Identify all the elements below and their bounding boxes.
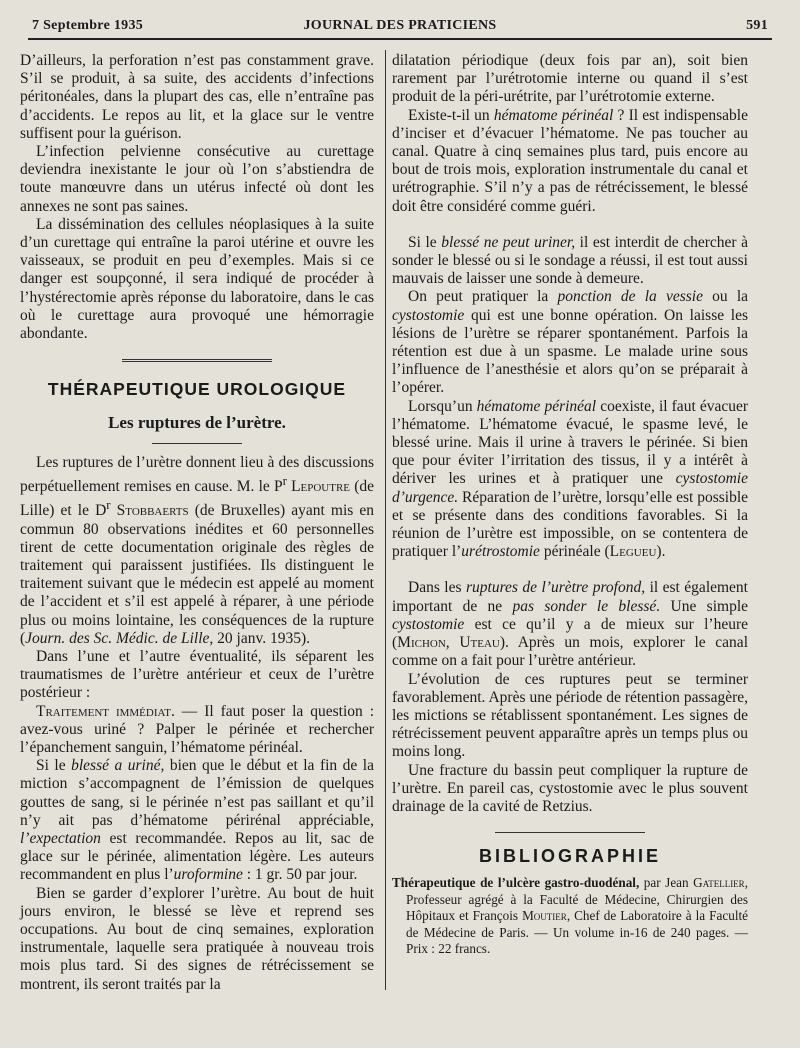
paragraph: D’ailleurs, la perforation n’est pas constamment grave. S’il se produit, à sa suite, des accidents d’infections péritonéales, dans la plupart des cas, elle n’entraîne pas d’accidents. Le repos au lit, et la glace sur le ventre suffisent pour la guérison.	[20, 52, 374, 142]
author-name: Lepoutre	[291, 478, 351, 496]
bibliography-entry: Thérapeutique de l’ulcère gastro-duodénal, par Jean Gatellier, Professeur agrégé à la Faculté de Médecine, Chirurgien des Hôpitaux et François Moutier, Chef de Laboratoire à la Faculté de Médecine de Paris. — Un volume in-16 de 240 pages. — Prix : 22 francs.	[392, 875, 748, 957]
author-name: Moutier	[522, 908, 567, 924]
paragraph: On peut pratiquer la ponction de la vessie ou la cystostomie qui est une bonne opération. On laisse les lésions de l’urètre se réparer spontanément. Parfois la rétention est due à un spasme. Le malade urine sous l’influence de l’anesthésie et alors qu’on se préparait à l’opérer.	[392, 288, 749, 397]
paragraph: L’évolution de ces ruptures peut se terminer favorablement. Après une période de rétention passagère, les mictions se rétablissent spontanément. Les signes de rétrécissement peuvent apparaître après un temps plus ou moins long.	[392, 670, 748, 761]
column-divider	[385, 50, 386, 990]
author-name: Michon	[397, 634, 446, 652]
paragraph: Dans les ruptures de l’urètre profond, il est également important de ne pas sonder le blessé. Une simple cystostomie est ce qu’il y a de mieux sur l’heure (Michon, Uteau). Après un mois, explorer le canal comme on a fait pour l’urètre antérieur.	[392, 579, 749, 670]
author-name: Uteau	[459, 634, 500, 652]
paragraph: Dans l’une et l’autre éventualité, ils séparent les traumatismes de l’urètre antérieur et ceux de l’urètre postérieur :	[20, 648, 374, 702]
paragraph-gap	[392, 561, 748, 579]
author-name: Gatellier	[693, 875, 745, 891]
paragraph-gap	[392, 216, 748, 234]
paragraph-label: Traitement immédiat.	[36, 702, 175, 720]
bibliography-rule	[495, 832, 645, 833]
right-column	[392, 52, 748, 958]
subsection-rule	[152, 443, 242, 444]
paragraph: Si le blessé ne peut uriner, il est interdit de chercher à sonder le blessé ou si le sondage a réussi, il est tout aussi mauvais de laisser une sonde à demeure.	[392, 233, 748, 288]
section-rule	[122, 359, 272, 362]
section-title: THÉRAPEUTIQUE UROLOGIQUE	[47, 379, 347, 400]
paragraph: Une fracture du bassin peut compliquer la rupture de l’urètre. En pareil cas, cystostomie avec le plus souvent drainage de la cavité de Retzius.	[392, 761, 748, 815]
header-page-number: 591	[746, 18, 768, 33]
paragraph: Les ruptures de l’urètre donnent lieu à des discussions perpétuellement remises en cause. M. le $P^r$ Lepoutre (de Lille) et le $D^r$ Stobbaerts (de Bruxelles) ayant mis en commun 80 observations inédites et 60 personnelles tirent de cette documentation originale des règles de traitement qui paraissent justifiées. Ils distinguent le traitement suivant que le médecin est appelé au moment de l’accident et s’il est appelé à réparer, à une période plus ou moins lointaine, les conséquences de la rupture (Journ. des Sc. Médic. de Lille, 20 janv. 1935).	[20, 453, 374, 647]
author-name: Stobbaerts	[116, 502, 189, 520]
paragraph: Si le blessé a uriné, bien que le début et la fin de la miction s’accompagnent de l’émission de quelques gouttes de sang, si le périnée n’est pas saillant et qu’il n’y ait pas d’hématome périrénal appréciable, l’expectation est recommandée. Repos au lit, sac de glace sur le périnée, alimentation légère. Les auteurs recommandent en plus l’uroformine : 1 gr. 50 par jour.	[20, 757, 374, 884]
paragraph: Lorsqu’un hématome périnéal coexiste, il faut évacuer l’hématome. L’hématome évacué, le spasme levé, le blessé urine. Mais il urine à travers le périnée. Si bien que pour éviter l’irritation des tissus, il y a intérêt à dériver les urines et à pratiquer une cystostomie d’urgence. Réparation de l’urètre, lorsqu’elle est possible et se présente dans des conditions favorables. Si la réunion de l’urètre est impossible, on se contentera de pratiquer l’urétrostomie périnéale (Legueu).	[392, 397, 749, 561]
bibliography-title: BIBLIOGRAPHIE	[478, 846, 661, 867]
left-column	[20, 52, 374, 994]
paragraph: Traitement immédiat. — Il faut poser la question : avez-vous uriné ? Palper le périnée et rechercher l’épanchement sanguin, l’hématome périnéal.	[20, 702, 375, 757]
author-name: Legueu	[609, 543, 657, 561]
header-date: 7 Septembre 1935	[32, 18, 144, 33]
paragraph: Bien se garder d’explorer l’urètre. Au bout de huit jours environ, le blessé se lève et reprend ses occupations. Au bout de cinq semaines, exploration instrumentale, laquelle sera pratiquée à nouveau trois mois plus tard. Si des signes de rétrécissement se montrent, ils seront traités par la	[20, 884, 374, 993]
paragraph: Existe-t-il un hématome périnéal ? Il est indispensable d’inciser et d’évacuer l’hématome. Ne pas toucher au canal. Quatre à cinq semaines plus tard, puis encore au bout de trois mois, exploration instrumentale du canal et urétrographie. S’il n’y a pas de rétrécissement, le blessé doit être considéré comme guéri.	[392, 106, 748, 215]
journal-reference: Journ. des Sc. Médic. de Lille,	[25, 629, 214, 647]
subsection-title: Les ruptures de l’urètre.	[108, 413, 286, 433]
paragraph: La dissémination des cellules néoplasiques à la suite d’un curettage qui entraîne la paroi utérine et ouvre les vaisseaux, se produit en peu d’exemples. Mais si ce danger est soupçonné, il sera indiqué de procéder à l’hystérectomie après réponse du laboratoire, dans le cas où le curettage aura provoqué une hémorragie abondante.	[20, 215, 374, 343]
header-journal-title: JOURNAL DES PRATICIENS	[303, 18, 497, 33]
paragraph: dilatation périodique (deux fois par an), soit bien rarement par l’urétrotomie interne ou quand il s’est produit de la péri-urétrite, par l’urétrotomie externe.	[392, 52, 748, 106]
page-header	[32, 14, 768, 38]
header-rule	[28, 38, 772, 40]
paragraph: L’infection pelvienne consécutive au curettage deviendra inexistante le jour où l’on s’abstiendra de toute manœuvre dans un utérus infecté où dont les annexes ne sont pas saines.	[20, 143, 374, 215]
